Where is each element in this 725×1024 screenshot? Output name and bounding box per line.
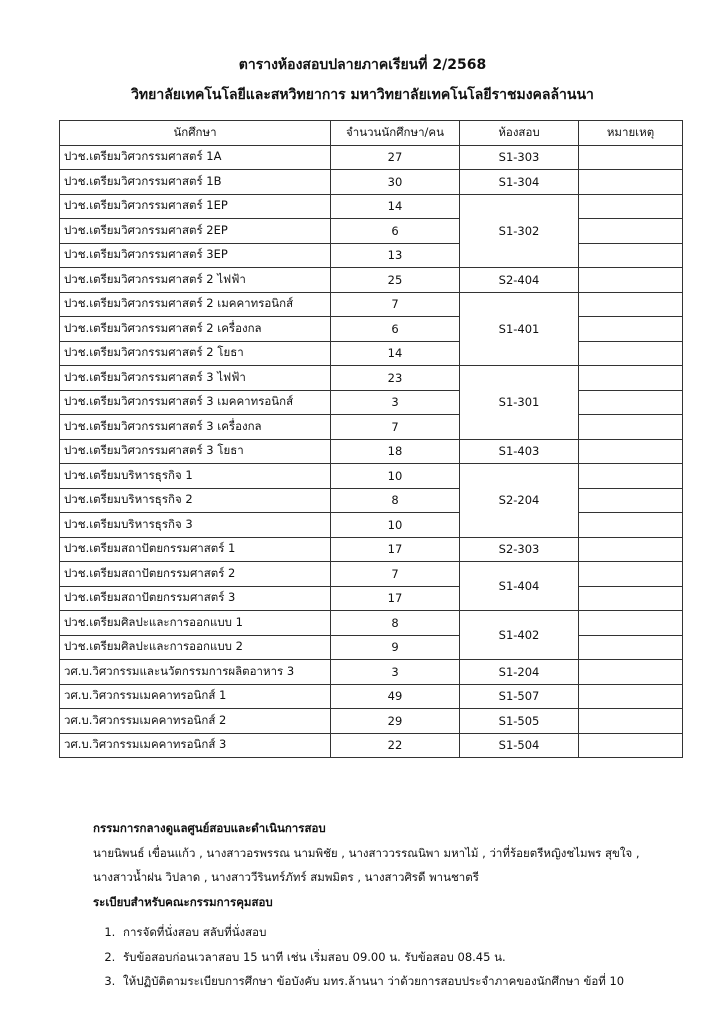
rule-item: 2. รับข้อสอบก่อนเวลาสอบ 15 นาที เช่น เริ่มสอบ 09.00 น. รับข้อสอบ 08.45 น. <box>119 945 693 970</box>
table-row <box>60 733 683 758</box>
table-row <box>60 464 683 489</box>
exam-room-table <box>59 120 683 758</box>
table-row <box>60 439 683 464</box>
cell-note <box>579 635 683 660</box>
cell-count: 7 <box>331 562 460 587</box>
table-row <box>60 611 683 636</box>
table-row <box>60 317 683 342</box>
cell-room: S1-402 <box>460 611 579 660</box>
cell-room: S2-303 <box>460 537 579 562</box>
table-body <box>60 145 683 758</box>
cell-note <box>579 709 683 734</box>
table-row <box>60 219 683 244</box>
cell-count: 6 <box>331 219 460 244</box>
cell-student: ปวช.เตรียมศิลปะและการออกแบบ 1 <box>60 611 331 636</box>
cell-student: ปวช.เตรียมวิศวกรรมศาสตร์ 3 ไฟฟ้า <box>60 366 331 391</box>
cell-count: 8 <box>331 611 460 636</box>
header-note: หมายเหตุ <box>579 121 683 146</box>
cell-note <box>579 464 683 489</box>
cell-room: S1-401 <box>460 292 579 366</box>
cell-note <box>579 243 683 268</box>
cell-note <box>579 488 683 513</box>
cell-room: S1-403 <box>460 439 579 464</box>
cell-count: 6 <box>331 317 460 342</box>
cell-student: ปวช.เตรียมวิศวกรรมศาสตร์ 3 เมคคาทรอนิกส์ <box>60 390 331 415</box>
table-row <box>60 709 683 734</box>
cell-student: วศ.บ.วิศวกรรมและนวัตกรรมการผลิตอาหาร 3 <box>60 660 331 685</box>
cell-room: S1-303 <box>460 145 579 170</box>
cell-note <box>579 562 683 587</box>
committee-line-2: นางสาวน้ำฝน วิปลาด , นางสาววีรินทร์ภัทร์ สมพมิตร , นางสาวศิรดี พานชาตรี <box>93 870 479 884</box>
cell-room: S1-404 <box>460 562 579 611</box>
table-row <box>60 562 683 587</box>
cell-count: 3 <box>331 390 460 415</box>
cell-count: 22 <box>331 733 460 758</box>
cell-student: ปวช.เตรียมวิศวกรรมศาสตร์ 3EP <box>60 243 331 268</box>
cell-student: ปวช.เตรียมวิศวกรรมศาสตร์ 2 เมคคาทรอนิกส์ <box>60 292 331 317</box>
header-count: จำนวนนักศึกษา/คน <box>331 121 460 146</box>
cell-note <box>579 586 683 611</box>
cell-student: ปวช.เตรียมวิศวกรรมศาสตร์ 1EP <box>60 194 331 219</box>
cell-count: 27 <box>331 145 460 170</box>
table-row <box>60 243 683 268</box>
cell-student: วศ.บ.วิศวกรรมเมคคาทรอนิกส์ 2 <box>60 709 331 734</box>
cell-count: 10 <box>331 513 460 538</box>
rules-heading: ระเบียบสำหรับคณะกรรมการคุมสอบ <box>93 894 273 909</box>
cell-note <box>579 317 683 342</box>
cell-student: วศ.บ.วิศวกรรมเมคคาทรอนิกส์ 3 <box>60 733 331 758</box>
cell-note <box>579 292 683 317</box>
cell-room: S1-507 <box>460 684 579 709</box>
cell-count: 25 <box>331 268 460 293</box>
cell-student: ปวช.เตรียมวิศวกรรมศาสตร์ 2EP <box>60 219 331 244</box>
cell-student: ปวช.เตรียมศิลปะและการออกแบบ 2 <box>60 635 331 660</box>
cell-room: S1-302 <box>460 194 579 268</box>
cell-count: 23 <box>331 366 460 391</box>
committee-line-1: นายนิพนธ์ เขื่อนแก้ว , นางสาวอรพรรณ นามพิชัย , นางสาววรรณนิพา มหาไม้ , ว่าที่ร้อยตรีหญิงชไมพร สุขใจ , <box>93 845 640 860</box>
table-row <box>60 513 683 538</box>
cell-note <box>579 611 683 636</box>
cell-room: S1-204 <box>460 660 579 685</box>
cell-student: วศ.บ.วิศวกรรมเมคคาทรอนิกส์ 1 <box>60 684 331 709</box>
cell-student: ปวช.เตรียมบริหารธุรกิจ 3 <box>60 513 331 538</box>
cell-note <box>579 366 683 391</box>
cell-count: 8 <box>331 488 460 513</box>
cell-note <box>579 268 683 293</box>
cell-note <box>579 733 683 758</box>
cell-count: 3 <box>331 660 460 685</box>
cell-room: S2-404 <box>460 268 579 293</box>
cell-note <box>579 145 683 170</box>
cell-student: ปวช.เตรียมบริหารธุรกิจ 2 <box>60 488 331 513</box>
cell-count: 7 <box>331 415 460 440</box>
table-row <box>60 268 683 293</box>
cell-room: S2-204 <box>460 464 579 538</box>
cell-room: S1-301 <box>460 366 579 440</box>
cell-count: 30 <box>331 170 460 195</box>
cell-note <box>579 390 683 415</box>
document-subtitle: วิทยาลัยเทคโนโลยีและสหวิทยาการ มหาวิทยาลัยเทคโนโลยีราชมงคลล้านนา <box>131 87 594 103</box>
cell-student: ปวช.เตรียมสถาปัตยกรรมศาสตร์ 3 <box>60 586 331 611</box>
table-row <box>60 586 683 611</box>
cell-count: 9 <box>331 635 460 660</box>
committee-heading: กรรมการกลางดูแลศูนย์สอบและดำเนินการสอบ <box>93 821 326 835</box>
cell-student: ปวช.เตรียมวิศวกรรมศาสตร์ 2 ไฟฟ้า <box>60 268 331 293</box>
table-row <box>60 341 683 366</box>
cell-note <box>579 439 683 464</box>
cell-count: 18 <box>331 439 460 464</box>
cell-note <box>579 660 683 685</box>
cell-student: ปวช.เตรียมบริหารธุรกิจ 1 <box>60 464 331 489</box>
cell-count: 14 <box>331 341 460 366</box>
cell-student: ปวช.เตรียมวิศวกรรมศาสตร์ 1A <box>60 145 331 170</box>
cell-note <box>579 170 683 195</box>
table-row <box>60 292 683 317</box>
table-header-row <box>60 121 683 146</box>
table-row <box>60 635 683 660</box>
cell-count: 14 <box>331 194 460 219</box>
cell-student: ปวช.เตรียมสถาปัตยกรรมศาสตร์ 2 <box>60 562 331 587</box>
cell-student: ปวช.เตรียมวิศวกรรมศาสตร์ 1B <box>60 170 331 195</box>
rule-item: 3. ให้ปฏิบัติตามระเบียบการศึกษา ข้อบังคับ มทร.ล้านนา ว่าด้วยการสอบประจำภาคของนักศึกษา ข้อที่ 10 <box>119 969 693 994</box>
cell-note <box>579 513 683 538</box>
cell-count: 49 <box>331 684 460 709</box>
table-row <box>60 170 683 195</box>
table-row <box>60 194 683 219</box>
table-row <box>60 684 683 709</box>
cell-count: 29 <box>331 709 460 734</box>
cell-note <box>579 415 683 440</box>
cell-note <box>579 219 683 244</box>
cell-room: S1-304 <box>460 170 579 195</box>
table-row <box>60 537 683 562</box>
cell-room: S1-505 <box>460 709 579 734</box>
table-row <box>60 660 683 685</box>
cell-note <box>579 341 683 366</box>
cell-count: 17 <box>331 537 460 562</box>
cell-student: ปวช.เตรียมวิศวกรรมศาสตร์ 2 เครื่องกล <box>60 317 331 342</box>
cell-count: 7 <box>331 292 460 317</box>
table-row <box>60 390 683 415</box>
rules-list <box>93 920 693 994</box>
document-title: ตารางห้องสอบปลายภาคเรียนที่ 2/2568 <box>238 57 487 73</box>
table-row <box>60 415 683 440</box>
header-room: ห้องสอบ <box>460 121 579 146</box>
cell-count: 17 <box>331 586 460 611</box>
cell-student: ปวช.เตรียมวิศวกรรมศาสตร์ 3 โยธา <box>60 439 331 464</box>
cell-count: 10 <box>331 464 460 489</box>
cell-count: 13 <box>331 243 460 268</box>
header-student: นักศึกษา <box>60 121 331 146</box>
cell-student: ปวช.เตรียมวิศวกรรมศาสตร์ 3 เครื่องกล <box>60 415 331 440</box>
cell-note <box>579 684 683 709</box>
cell-student: ปวช.เตรียมสถาปัตยกรรมศาสตร์ 1 <box>60 537 331 562</box>
cell-room: S1-504 <box>460 733 579 758</box>
footer-section <box>93 816 693 994</box>
table-row <box>60 145 683 170</box>
rule-item: 1. การจัดที่นั่งสอบ สลับที่นั่งสอบ <box>119 920 693 945</box>
cell-student: ปวช.เตรียมวิศวกรรมศาสตร์ 2 โยธา <box>60 341 331 366</box>
table-row <box>60 488 683 513</box>
table-row <box>60 366 683 391</box>
cell-note <box>579 194 683 219</box>
cell-note <box>579 537 683 562</box>
